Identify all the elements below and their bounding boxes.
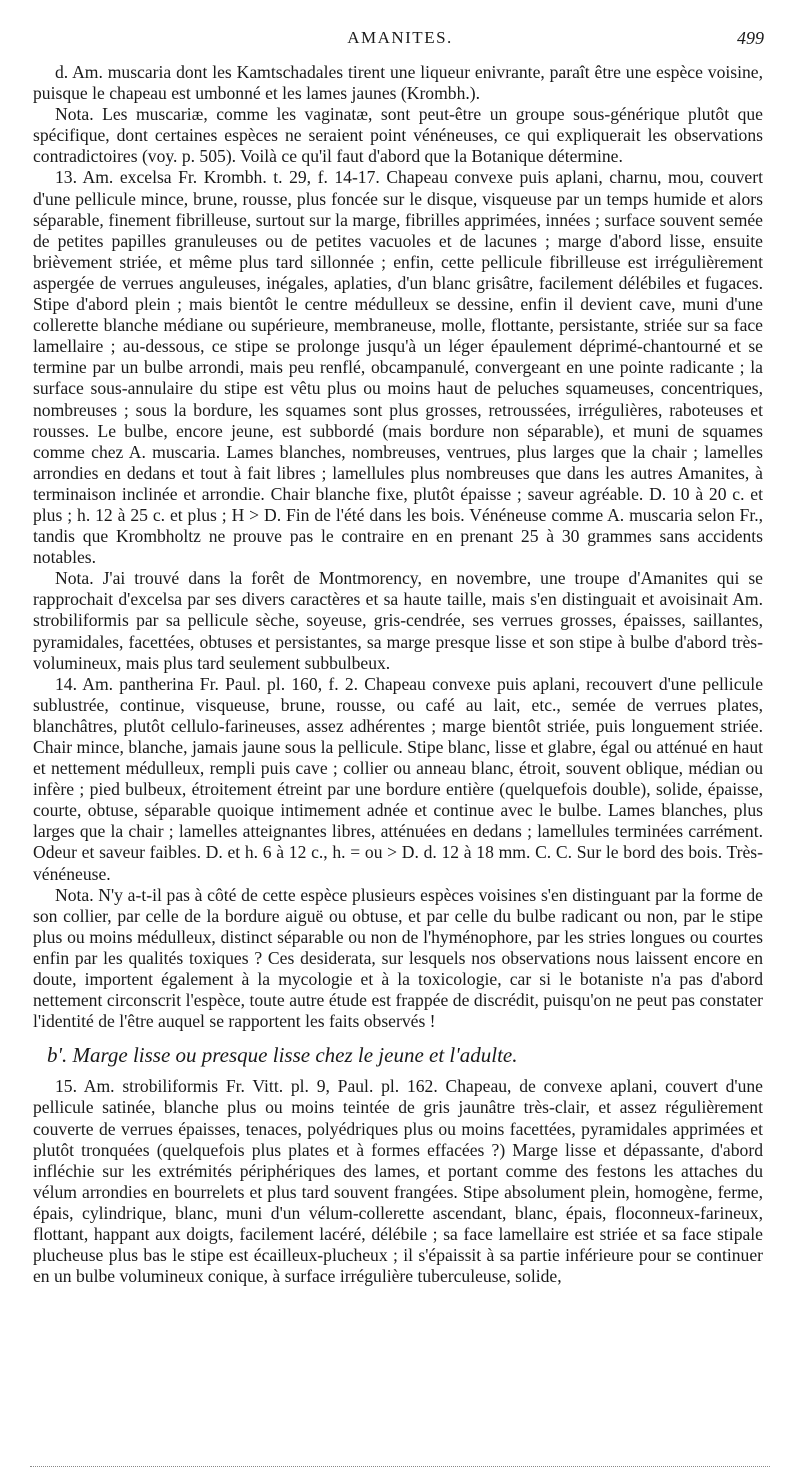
- paragraph-strobiliformis: 15. Am. strobiliformis Fr. Vitt. pl. 9, Paul. pl. 162. Chapeau, de convexe aplani, couvert d'une pellicule satinée, blanche plus ou moins teintée de gris jaunâtre très-clair, et assez régulièrement couverte de verrues épaisses, tenaces, polyédriques plus ou moins facettées, pyramidales apprimées et plutôt tronquées (quelquefois plus plates et à formes effacées ?) Marge lisse et dépassante, d'abord infléchie sur les extrémités périphériques des lames, et portant comme des festons les attaches du vélum arrondies en bourrelets et plus tard souvent frangées. Stipe absolument plein, homogène, ferme, épais, cylindrique, blanc, muni d'un vélum-collerette ascendant, blanc, épais, floconneux-farineux, flottant, happant aux doigts, facilement lacéré, délébile ; sa face lamellaire est striée et sa face stipale plucheuse plus bas le stipe est écailleux-plucheux ; il s'épaissit à sa partie inférieure pour se continuer en un bulbe volumineux conique, à surface irrégulière tuberculeuse, solide,: [33, 1076, 763, 1287]
- page-header: [0, 28, 800, 58]
- paragraph-nota-montmorency: Nota. J'ai trouvé dans la forêt de Montmorency, en novembre, une troupe d'Amanites qui se rapprochait d'excelsa par ses divers caractères et sa haute taille, mais s'en distinguait et avoisinait Am. strobiliformis par sa pellicule sèche, soyeuse, gris-cendrée, ses verrues grosses, épaisses, saillantes, pyramidales, facettées, obtuses et persistantes, sa marge presque lisse et son stipe à bulbe d'abord très-volumineux, mais plus tard seulement subbulbeux.: [33, 568, 763, 673]
- paragraph-muscaria-d: d. Am. muscaria dont les Kamtschadales tirent une liqueur enivrante, paraît être une espèce voisine, puisque le chapeau est umbonné et les lames jaunes (Krombh.).: [33, 62, 763, 104]
- section-subheading: b'. Marge lisse ou presque lisse chez le jeune et l'adulte.: [47, 1043, 518, 1068]
- paragraph-excelsa: 13. Am. excelsa Fr. Krombh. t. 29, f. 14-17. Chapeau convexe puis aplani, charnu, mou, couvert d'une pellicule mince, brune, rousse, plus foncée sur le disque, visqueuse par un temps humide et alors séparable, finement fibrilleuse, surtout sur la marge, fibrilles apprimées, innées ; surface souvent semée de petites papilles granuleuses ou de petites vacuoles et de lacunes ; marge d'abord lisse, ensuite brièvement striée, et même plus tard sillonnée ; enfin, cette pellicule fibrilleuse est irrégulièrement aspergée de verrues anguleuses, inégales, aplaties, d'un blanc grisâtre, facilement délébiles et fugaces. Stipe d'abord plein ; mais bientôt le centre médulleux se dessine, enfin il devient cave, muni d'une collerette blanche médiane ou supérieure, membraneuse, molle, flottante, persistante, striée sur sa face lamellaire ; au-dessous, ce stipe se prolonge jusqu'à un léger épaulement déprimé-chantourné et se termine par un bulbe arrondi, mais peu renflé, obcampanulé, convergeant en une pointe radicante ; la surface sous-annulaire du stipe est vêtu plus ou moins haut de peluches squameuses, concentriques, nombreuses ; sous la bordure, les squames sont plus grosses, retroussées, irrégulières, raboteuses et rousses. Le bulbe, encore jeune, est subbordé (mais bordure non séparable), et muni de squames comme chez A. muscaria. Lames blanches, nombreuses, ventrues, plus larges que la chair ; lamelles arrondies en dedans et tout à fait libres ; lamellules plus nombreuses que dans les autres Amanites, à terminaison inclinée et arrondie. Chair blanche fixe, plutôt épaisse ; saveur agréable. D. 10 à 20 c. et plus ; h. 12 à 25 c. et plus ; H > D. Fin de l'été dans les bois. Vénéneuse comme A. muscaria selon Fr., tandis que Krombholtz ne prouve pas le contraire en en prenant 25 à 30 grammes sans accidents notables.: [33, 167, 763, 568]
- page-body: [33, 62, 763, 1287]
- page-number: 499: [737, 28, 764, 48]
- footer-rule: [30, 1466, 770, 1467]
- paragraph-nota-desiderata: Nota. N'y a-t-il pas à côté de cette espèce plusieurs espèces voisines s'en distinguant par la forme de son collier, par celle de la bordure aiguë ou obtuse, et par celle du bulbe radicant ou non, par le stipe plus ou moins médulleux, distinct séparable ou non de l'hyménophore, par les stries longues ou courtes enfin par les qualités toxiques ? Ces desiderata, sur lesquels nos observations nous laissent encore en doute, importent également à la mycologie et à la toxicologie, car si le botaniste n'a pas d'abord nettement circonscrit l'espèce, toute autre étude est frappée de discrédit, puisqu'on ne peut pas constater l'identité de l'être auquel se rapportent les faits observés !: [33, 884, 763, 1032]
- paragraph-nota-muscariae: Nota. Les muscariæ, comme les vaginatæ, sont peut-être un groupe sous-générique plutôt que spécifique, dont certaines espèces ne seraient point vénéneuses, ce qui expliquerait les observations contradictoires (voy. p. 505). Voilà ce qu'il faut d'abord que la Botanique détermine.: [33, 104, 763, 167]
- running-title: AMANITES.: [347, 28, 453, 47]
- paragraph-pantherina: 14. Am. pantherina Fr. Paul. pl. 160, f. 2. Chapeau convexe puis aplani, recouvert d'une pellicule sublustrée, continue, visqueuse, brune, rousse, ou café au lait, etc., semée de verrues plates, blanchâtres, plutôt cellulo-farineuses, assez adhérentes ; marge bientôt striée, puis longuement striée. Chair mince, blanche, jamais jaune sous la pellicule. Stipe blanc, lisse et glabre, égal ou atténué en haut et nettement médulleux, rempli puis cave ; collier ou anneau blanc, étroit, souvent oblique, médian ou infère ; pied bulbeux, étroitement étreint par une bordure entière (quelquefois double), solide, épaisse, courte, obtuse, séparable quoique intimement adnée et continue avec le bulbe. Lames blanches, plus larges que la chair ; lamelles atteignantes libres, atténuées en dedans ; lamellules terminées carrément. Odeur et saveur faibles. D. et h. 6 à 12 c., h. = ou > D. d. 12 à 18 mm. C. C. Sur le bord des bois. Très-vénéneuse.: [33, 673, 763, 884]
